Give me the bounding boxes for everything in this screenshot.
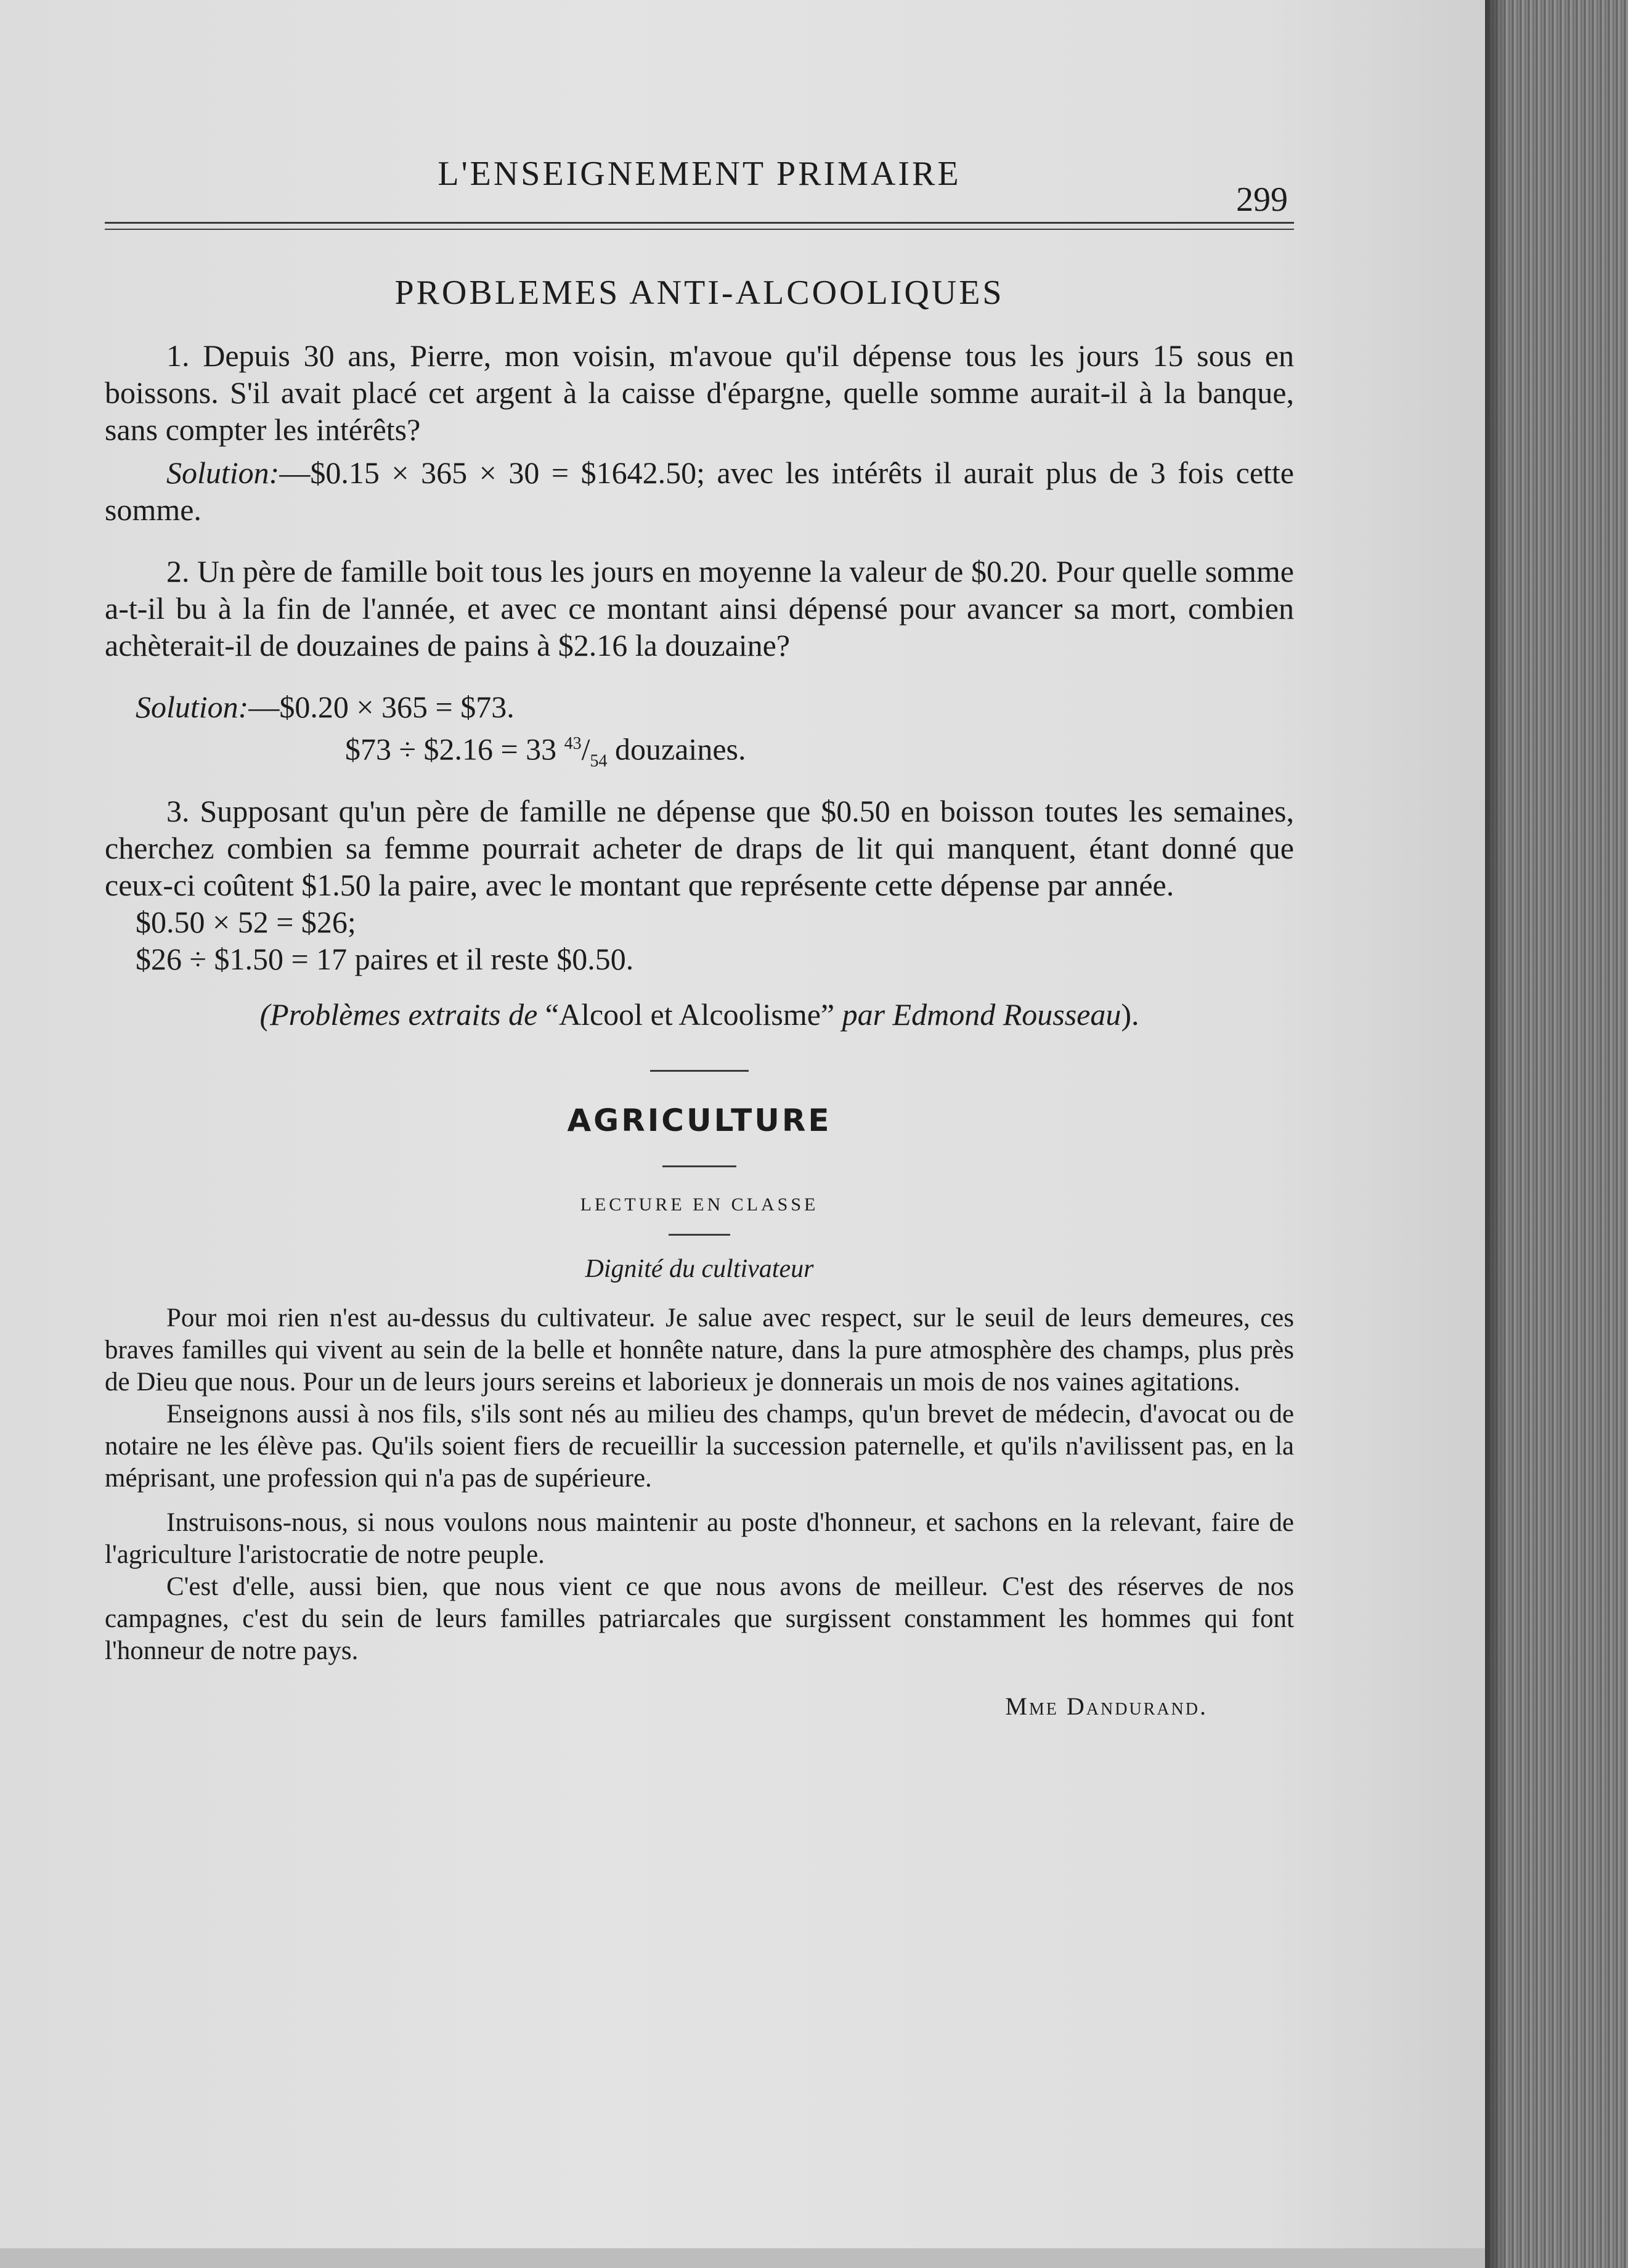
source-prefix: (Problèmes extraits de xyxy=(259,997,545,1032)
solution-2-equation-2: $73 ÷ $2.16 = 33 xyxy=(345,732,564,767)
solution-1 xyxy=(105,454,1294,528)
page-number: 299 xyxy=(1236,181,1288,219)
problem-2: 2. Un père de famille boit tous les jours en moyenne la valeur de $0.20. Pour quelle somme a-t-il bu à la fin de l'année, et avec ce montant ainsi dépensé pour avancer sa mort, combien achèterait-il de douzaines de pains à $2.16 la douzaine? xyxy=(105,554,1294,663)
lecture-caption: LECTURE EN CLASSE xyxy=(580,1194,819,1215)
problems-title: PROBLEMES ANTI-ALCOOLIQUES xyxy=(394,274,1004,312)
fraction-denominator: 54 xyxy=(590,751,608,771)
title-divider xyxy=(662,1165,736,1167)
solution-1-text: —$0.15 × 365 × 30 = $1642.50; avec les intérêts il aurait plus de 3 fois cette somme. xyxy=(105,455,1294,527)
problem-3: 3. Supposant qu'un père de famille ne dépense que $0.50 en boisson toutes les semaines, cherchez combien sa femme pourrait acheter de draps de lit qui manquent, étant donné que ceux-ci coûtent $1.50 la paire, avec le montant que représente cette dépense par année. xyxy=(105,793,1294,902)
caption-divider xyxy=(669,1234,730,1236)
reading-paragraph-3: Instruisons-nous, si nous voulons nous maintenir au poste d'honneur, et sachons en la relevant, faire de l'agriculture l'aristocratie de notre peuple. xyxy=(105,1507,1294,1569)
solution-2-line-2 xyxy=(345,725,1294,780)
source-suffix: ). xyxy=(1121,997,1139,1032)
fraction-numerator: 43 xyxy=(564,734,582,753)
solution-3-line-2: $26 ÷ $1.50 = 17 paires et il reste $0.50. xyxy=(136,941,634,976)
fraction-slash: / xyxy=(581,732,590,767)
book-page-edges xyxy=(1485,0,1628,2268)
reading-paragraph-2: Enseignons aussi à nos fils, s'ils sont nés au milieu des champs, qu'un brevet de médecin, d'avocat ou de notaire ne les élève pas. Qu'ils soient fiers de recueillir la succession paternelle, et qu'ils n'avilissent pas, en la méprisant, une profession qui n'a pas de supérieure. xyxy=(105,1399,1294,1493)
solution-label: Solution: xyxy=(136,690,249,724)
reading-paragraph-1: Pour moi rien n'est au-dessus du cultivateur. Je salue avec respect, sur le seuil de leurs demeures, ces braves familles qui vivent au sein de la belle et honnête nature, dans la pure atmosphère des champs, plus près de Dieu que nous. Pour un de leurs jours sereins et laborieux je donnerais un mois de nos vaines agitations. xyxy=(105,1303,1294,1397)
running-title: L'ENSEIGNEMENT PRIMAIRE xyxy=(438,155,961,193)
source-book-title: “Alcool et Alcoolisme” xyxy=(545,997,835,1032)
reading-paragraph-4: C'est d'elle, aussi bien, que nous vient ce que nous avons de meilleur. C'est des réserves de nos campagnes, c'est du sein de leurs familles patriarcales que surgissent constamment les hommes qui font l'honneur de notre pays. xyxy=(105,1572,1294,1665)
problems-source xyxy=(105,996,1294,1033)
solution-3-line-1: $0.50 × 52 = $26; xyxy=(136,904,356,939)
solution-2-unit: douzaines. xyxy=(607,732,746,767)
solution-2-equation-1: —$0.20 × 365 = $73. xyxy=(248,690,515,724)
spine-shadow xyxy=(1485,0,1506,2268)
solution-2-line-1 xyxy=(136,688,1294,725)
source-author: par Edmond Rousseau xyxy=(834,997,1121,1032)
author-signature: Mme Dandurand. xyxy=(1005,1692,1208,1720)
reading-text xyxy=(105,1302,1294,1667)
header-double-rule xyxy=(105,222,1294,230)
bottom-margin xyxy=(0,2248,1485,2268)
reading-title: Dignité du cultivateur xyxy=(585,1254,814,1283)
page-content xyxy=(105,123,1294,1721)
running-head xyxy=(105,123,1294,219)
problem-1: 1. Depuis 30 ans, Pierre, mon voisin, m'avoue qu'il dépense tous les jours 15 sous en boissons. S'il avait placé cet argent à la caisse d'épargne, quelle somme aurait-il à la banque, sans compter les intérêts? xyxy=(105,338,1294,447)
section-divider xyxy=(650,1070,749,1072)
solution-label: Solution: xyxy=(166,455,280,490)
agriculture-title: AGRICULTURE xyxy=(567,1102,832,1138)
